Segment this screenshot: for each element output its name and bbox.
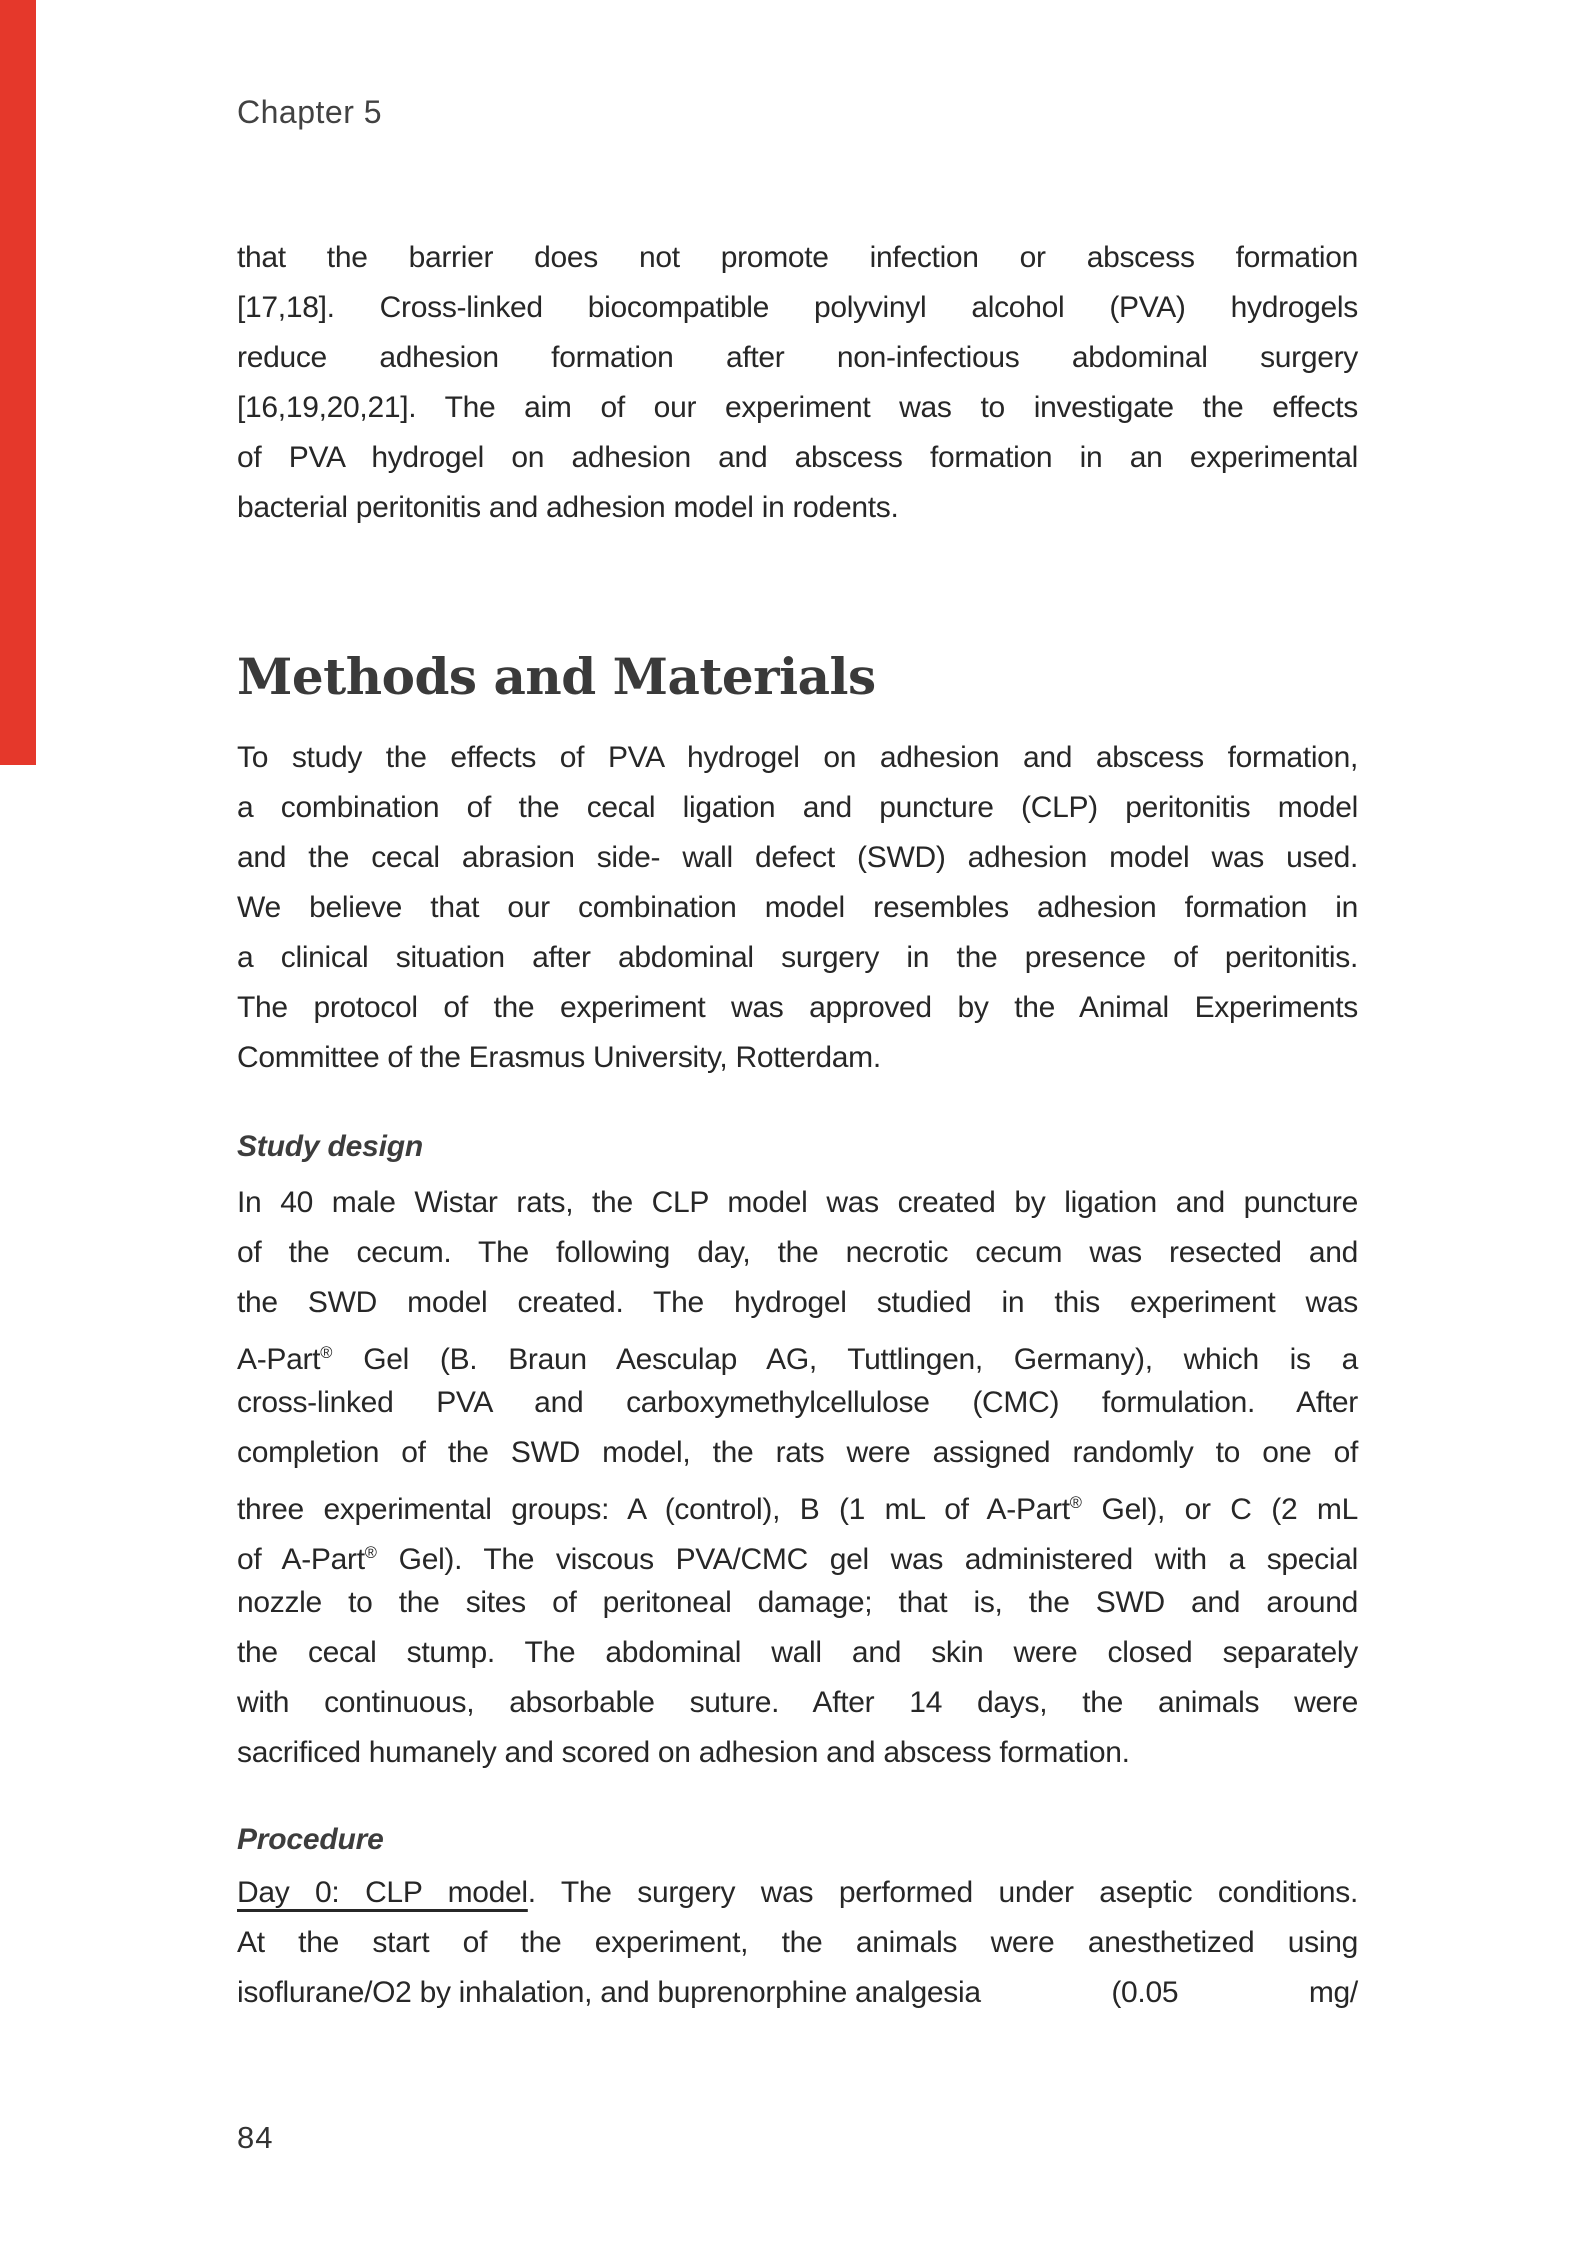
chapter-tab	[0, 0, 36, 765]
text-line	[237, 1868, 1358, 1918]
subheading-procedure: Procedure	[237, 1823, 384, 1856]
registered-mark: ®	[364, 1544, 377, 1562]
text-line: of PVA hydrogel on adhesion and abscess formation in an experimental	[237, 441, 1358, 474]
text-line: a combination of the cecal ligation and puncture (CLP) peritonitis model	[237, 791, 1358, 824]
text-line: a clinical situation after abdominal surgery in the presence of peritonitis.	[237, 941, 1358, 974]
text-line: the SWD model created. The hydrogel studied in this experiment was	[237, 1286, 1358, 1319]
text-line: completion of the SWD model, the rats were assigned randomly to one of	[237, 1436, 1358, 1469]
page-number: 84	[237, 2120, 274, 2155]
text-line: and the cecal abrasion side- wall defect (SWD) adhesion model was used.	[237, 841, 1358, 874]
text-line: the cecal stump. The abdominal wall and skin were closed separately	[237, 1636, 1358, 1669]
text-line: three experimental groups: A (control), B (1 mL of A-Part® Gel), or C (2 mL	[237, 1493, 1358, 1526]
text-line: sacrificed humanely and scored on adhesion and abscess formation.	[237, 1736, 1130, 1769]
text-line: of A-Part® Gel). The viscous PVA/CMC gel was administered with a special	[237, 1543, 1358, 1576]
paragraph-methods-intro	[237, 733, 1358, 1083]
text-line: bacterial peritonitis and adhesion model in rodents.	[237, 491, 899, 524]
paragraph-study-design	[237, 1178, 1358, 1778]
underlined-run-in-heading: Day 0: CLP model	[237, 1876, 528, 1909]
paragraph-procedure	[237, 1868, 1358, 2018]
text-line: with continuous, absorbable suture. After 14 days, the animals were	[237, 1686, 1358, 1719]
text-line: A-Part® Gel (B. Braun Aesculap AG, Tuttlingen, Germany), which is a	[237, 1343, 1358, 1376]
text-line: Committee of the Erasmus University, Rotterdam.	[237, 1041, 881, 1074]
section-heading: Methods and Materials	[237, 646, 876, 706]
text-line: that the barrier does not promote infection or abscess formation	[237, 241, 1358, 274]
running-head: Chapter 5	[237, 94, 383, 130]
flex-segment: mg/	[1308, 1976, 1358, 2009]
text-line: reduce adhesion formation after non-infectious abdominal surgery	[237, 341, 1358, 374]
flex-segment: (0.05	[1111, 1976, 1179, 2009]
registered-mark: ®	[1069, 1494, 1082, 1512]
text-line: We believe that our combination model resembles adhesion formation in	[237, 891, 1358, 924]
subheading-study-design: Study design	[237, 1130, 423, 1163]
text-line: cross-linked PVA and carboxymethylcellulose (CMC) formulation. After	[237, 1386, 1358, 1419]
text-line	[237, 1968, 1358, 2018]
text-line: At the start of the experiment, the animals were anesthetized using	[237, 1926, 1358, 1959]
registered-mark: ®	[320, 1344, 333, 1362]
text-line: [17,18]. Cross-linked biocompatible polyvinyl alcohol (PVA) hydrogels	[237, 291, 1358, 324]
text-line: In 40 male Wistar rats, the CLP model was created by ligation and puncture	[237, 1186, 1358, 1219]
text-line: nozzle to the sites of peritoneal damage; that is, the SWD and around	[237, 1586, 1358, 1619]
text-line: To study the effects of PVA hydrogel on adhesion and abscess formation,	[237, 741, 1358, 774]
text-line: of the cecum. The following day, the necrotic cecum was resected and	[237, 1236, 1358, 1269]
paragraph-intro	[237, 233, 1358, 533]
flex-segment: isoflurane/O2 by inhalation, and buprenorphine analgesia	[237, 1976, 981, 2009]
text-line: [16,19,20,21]. The aim of our experiment was to investigate the effects	[237, 391, 1358, 424]
text-segment: . The surgery was performed under aseptic conditions.	[527, 1876, 1358, 1909]
text-line: The protocol of the experiment was approved by the Animal Experiments	[237, 991, 1358, 1024]
